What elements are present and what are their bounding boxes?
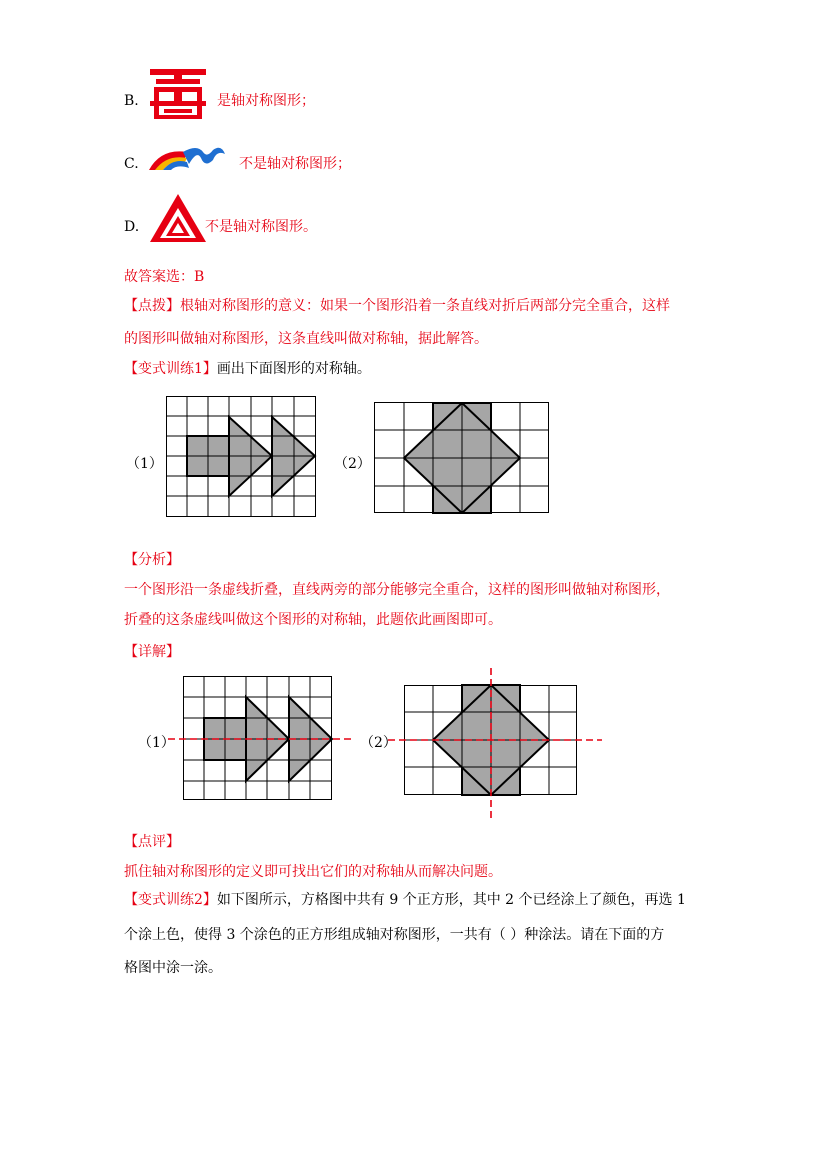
detail-figure1-label: （1）: [138, 735, 175, 751]
figure1-label: （1）: [126, 456, 163, 472]
figure2-label: （2）: [334, 456, 371, 472]
exercise2-tag: 【变式训练2】: [124, 892, 217, 908]
tip-text-1: 根轴对称图形的意义：如果一个图形沿着一条直线对折后两部分完全重合，这样: [180, 298, 670, 314]
review-line-1: 抓住轴对称图形的定义即可找出它们的对称轴从而解决问题。: [124, 864, 502, 880]
arrow-grid-figure: [166, 396, 318, 520]
option-c-label: C.: [124, 156, 139, 172]
analysis-tag: 【分析】: [124, 552, 180, 568]
exercise2-line-1: [124, 890, 686, 910]
exercise1-text: 画出下面图形的对称轴。: [216, 361, 371, 377]
exercise2-line-2: 个涂上色，使得 3 个涂色的正方形组成轴对称图形，一共有（ ）种涂法。请在下面的方: [124, 927, 665, 943]
option-c-logo-icon: [147, 142, 227, 172]
option-b-text: 是轴对称图形；: [217, 93, 315, 109]
option-b-logo-icon: [150, 69, 206, 119]
tip-tag: 【点拨】: [124, 298, 180, 314]
review-tag: 【点评】: [124, 834, 180, 850]
arrow-grid-solution-figure: [168, 676, 354, 800]
detail-figure2-label: （2）: [360, 735, 397, 751]
answer-line: 故答案选：B: [124, 269, 205, 285]
analysis-line-1: 一个图形沿一条虚线折叠，直线两旁的部分能够完全重合，这样的图形叫做轴对称图形，: [124, 582, 670, 598]
diamond-grid-figure: [374, 402, 550, 514]
option-d-logo-icon: [150, 194, 206, 242]
tip-line-2: 的图形叫做轴对称图形，这条直线叫做对称轴，据此解答。: [124, 331, 488, 347]
analysis-line-2: 折叠的这条虚线叫做这个图形的对称轴，此题依此画图即可。: [124, 612, 502, 628]
exercise2-line-3: 格图中涂一涂。: [124, 960, 222, 976]
exercise1-tag: 【变式训练1】: [124, 361, 217, 377]
diamond-grid-solution-figure: [388, 668, 604, 822]
option-d-label: D.: [124, 219, 140, 235]
exercise1-line: [124, 359, 371, 379]
detail-tag: 【详解】: [124, 644, 180, 660]
exercise2-text-1: 如下图所示，方格图中共有 9 个正方形，其中 2 个已经涂上了颜色，再选 1: [216, 892, 686, 908]
option-b-label: B.: [124, 93, 139, 109]
option-c-text: 不是轴对称图形；: [239, 156, 351, 172]
option-d-text: 不是轴对称图形。: [205, 219, 317, 235]
tip-line-1: [124, 296, 670, 316]
